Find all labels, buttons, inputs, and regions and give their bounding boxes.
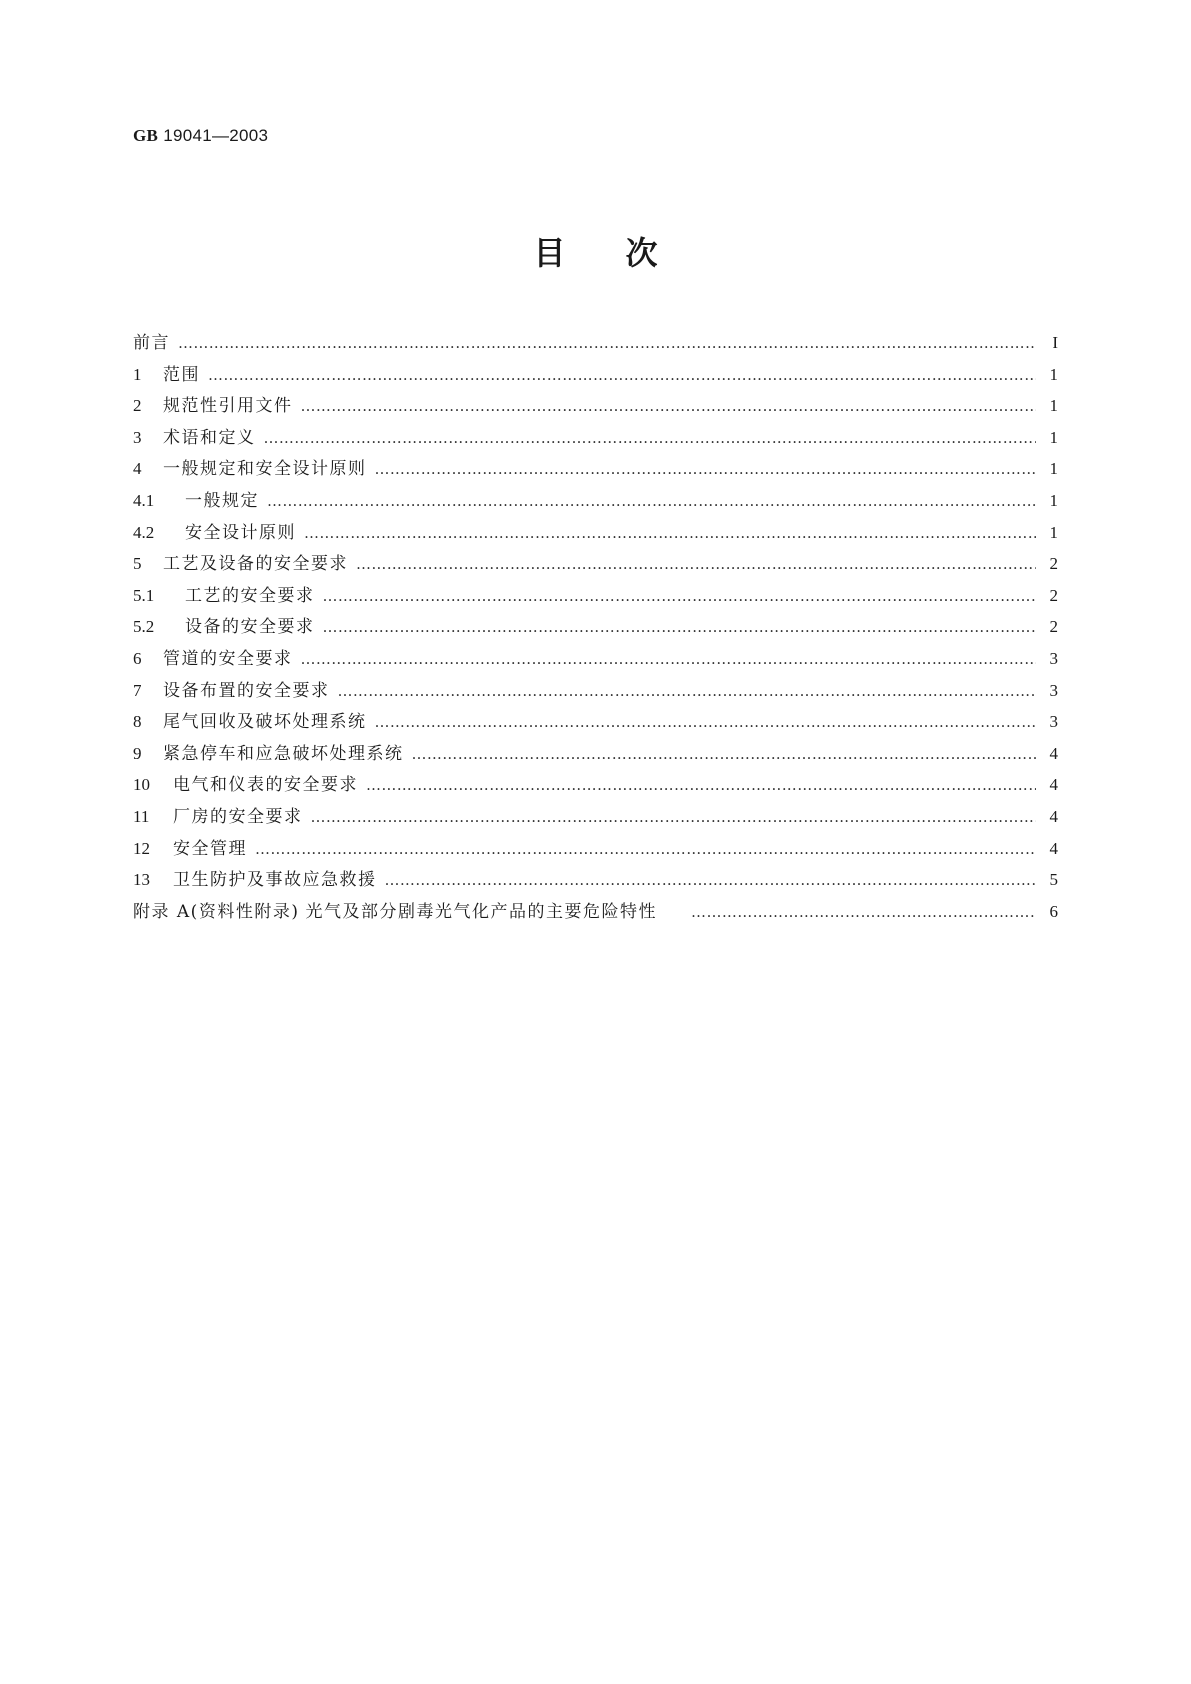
- toc-entry-5-2[interactable]: [133, 612, 1058, 644]
- toc-entry-page: 2: [1049, 585, 1058, 605]
- toc-entry-11[interactable]: [133, 802, 1058, 834]
- toc-entry-number: 12: [133, 838, 150, 858]
- toc-entry-number: 附录 A(资料性附录): [133, 901, 300, 922]
- toc-entry-12[interactable]: [133, 834, 1058, 866]
- toc-entry-4[interactable]: [133, 454, 1058, 486]
- toc-entry-page: 1: [1049, 490, 1058, 510]
- toc-entry-10[interactable]: [133, 770, 1058, 802]
- toc-entry-page: I: [1052, 333, 1058, 352]
- toc-entry-label: 尾气回收及破坏处理系统: [163, 712, 367, 733]
- toc-leader-dots: [208, 366, 1036, 384]
- toc-entry-label: 紧急停车和应急破坏处理系统: [163, 743, 404, 764]
- toc-leader-dots: [304, 524, 1036, 542]
- toc-entry-page: 2: [1049, 617, 1058, 637]
- toc-leader-dots: [255, 840, 1036, 858]
- toc-entry-page: 4: [1049, 775, 1058, 795]
- standard-number: 19041—2003: [163, 126, 269, 145]
- toc-entry-foreword[interactable]: [133, 328, 1058, 360]
- toc-leader-dots: [311, 808, 1037, 826]
- toc-leader-dots: [301, 650, 1037, 668]
- toc-entry-label: 一般规定和安全设计原则: [163, 459, 367, 480]
- toc-entry-page: 1: [1049, 522, 1058, 542]
- toc-entry-9[interactable]: [133, 739, 1058, 771]
- toc-entry-label: 一般规定: [185, 490, 259, 511]
- toc-entry-6[interactable]: [133, 644, 1058, 676]
- toc-entry-number: 7: [133, 680, 142, 700]
- toc-entry-label: 安全管理: [173, 838, 247, 859]
- toc-entry-number: 11: [133, 806, 150, 826]
- standard-code: [133, 126, 268, 146]
- toc-entry-page: 1: [1049, 459, 1058, 479]
- toc-leader-dots: [385, 871, 1037, 889]
- toc-entry-number: 10: [133, 775, 150, 795]
- toc-leader-dots: [691, 903, 1036, 921]
- toc-entry-label: 设备布置的安全要求: [163, 680, 330, 701]
- toc-leader-dots: [338, 682, 1037, 700]
- toc-entry-page: 1: [1049, 427, 1058, 447]
- toc-entry-label: 工艺及设备的安全要求: [163, 554, 348, 575]
- toc-entry-label: 卫生防护及事故应急救援: [173, 870, 377, 891]
- toc-entry-page: 4: [1049, 838, 1058, 858]
- toc-entry-page: 1: [1049, 396, 1058, 416]
- toc-leader-dots: [178, 334, 1036, 352]
- toc-entry-2[interactable]: [133, 391, 1058, 423]
- toc-entry-5[interactable]: [133, 549, 1058, 581]
- toc-entry-13[interactable]: [133, 865, 1058, 897]
- page-title: 目次: [533, 234, 718, 272]
- toc-entry-annex-a[interactable]: [133, 897, 1058, 929]
- toc-entry-page: 4: [1049, 743, 1058, 763]
- toc-entry-label: 术语和定义: [163, 427, 256, 448]
- toc-leader-dots: [366, 776, 1036, 794]
- toc-entry-1[interactable]: [133, 360, 1058, 392]
- toc-leader-dots: [267, 492, 1036, 510]
- toc-entry-number: 9: [133, 743, 142, 763]
- toc-entry-7[interactable]: [133, 676, 1058, 708]
- toc-entry-number: 4: [133, 459, 142, 479]
- toc-entry-number: 3: [133, 427, 142, 447]
- table-of-contents: [133, 328, 1058, 928]
- toc-entry-number: 4.1: [133, 490, 155, 510]
- toc-entry-page: 1: [1049, 364, 1058, 384]
- toc-leader-dots: [375, 713, 1037, 731]
- toc-entry-8[interactable]: [133, 707, 1058, 739]
- toc-entry-label: 前言: [133, 333, 170, 353]
- toc-entry-4-2[interactable]: [133, 518, 1058, 550]
- toc-entry-label: 范围: [163, 364, 200, 385]
- toc-leader-dots: [412, 745, 1037, 763]
- toc-leader-dots: [323, 587, 1037, 605]
- toc-leader-dots: [264, 429, 1037, 447]
- toc-entry-number: 8: [133, 712, 142, 732]
- toc-entry-page: 6: [1049, 901, 1058, 921]
- toc-entry-number: 5.2: [133, 617, 155, 637]
- toc-entry-label: 厂房的安全要求: [173, 806, 303, 827]
- toc-entry-page: 4: [1049, 806, 1058, 826]
- toc-entry-number: 5.1: [133, 585, 155, 605]
- toc-entry-label: 工艺的安全要求: [185, 585, 315, 606]
- toc-entry-label: 管道的安全要求: [163, 648, 293, 669]
- toc-entry-page: 3: [1049, 680, 1058, 700]
- toc-leader-dots: [356, 555, 1036, 573]
- toc-entry-page: 3: [1049, 712, 1058, 732]
- toc-leader-dots: [301, 397, 1037, 415]
- toc-entry-4-1[interactable]: [133, 486, 1058, 518]
- toc-entry-3[interactable]: [133, 423, 1058, 455]
- toc-entry-number: 1: [133, 364, 142, 384]
- toc-leader-dots: [323, 618, 1037, 636]
- toc-entry-label: 安全设计原则: [185, 522, 296, 543]
- toc-entry-number: 4.2: [133, 522, 155, 542]
- toc-entry-label: 电气和仪表的安全要求: [173, 775, 358, 796]
- toc-entry-5-1[interactable]: [133, 581, 1058, 613]
- toc-entry-number: 5: [133, 554, 142, 574]
- toc-entry-number: 13: [133, 870, 150, 890]
- standard-prefix: GB: [133, 126, 159, 145]
- toc-entry-label: 设备的安全要求: [185, 617, 315, 638]
- toc-entry-page: 5: [1049, 870, 1058, 890]
- toc-entry-page: 3: [1049, 648, 1058, 668]
- toc-leader-dots: [375, 460, 1037, 478]
- toc-entry-label: 规范性引用文件: [163, 396, 293, 417]
- toc-entry-number: 6: [133, 648, 142, 668]
- toc-entry-page: 2: [1049, 554, 1058, 574]
- toc-entry-label: 光气及部分剧毒光气化产品的主要危险特性: [305, 901, 658, 922]
- toc-entry-number: 2: [133, 396, 142, 416]
